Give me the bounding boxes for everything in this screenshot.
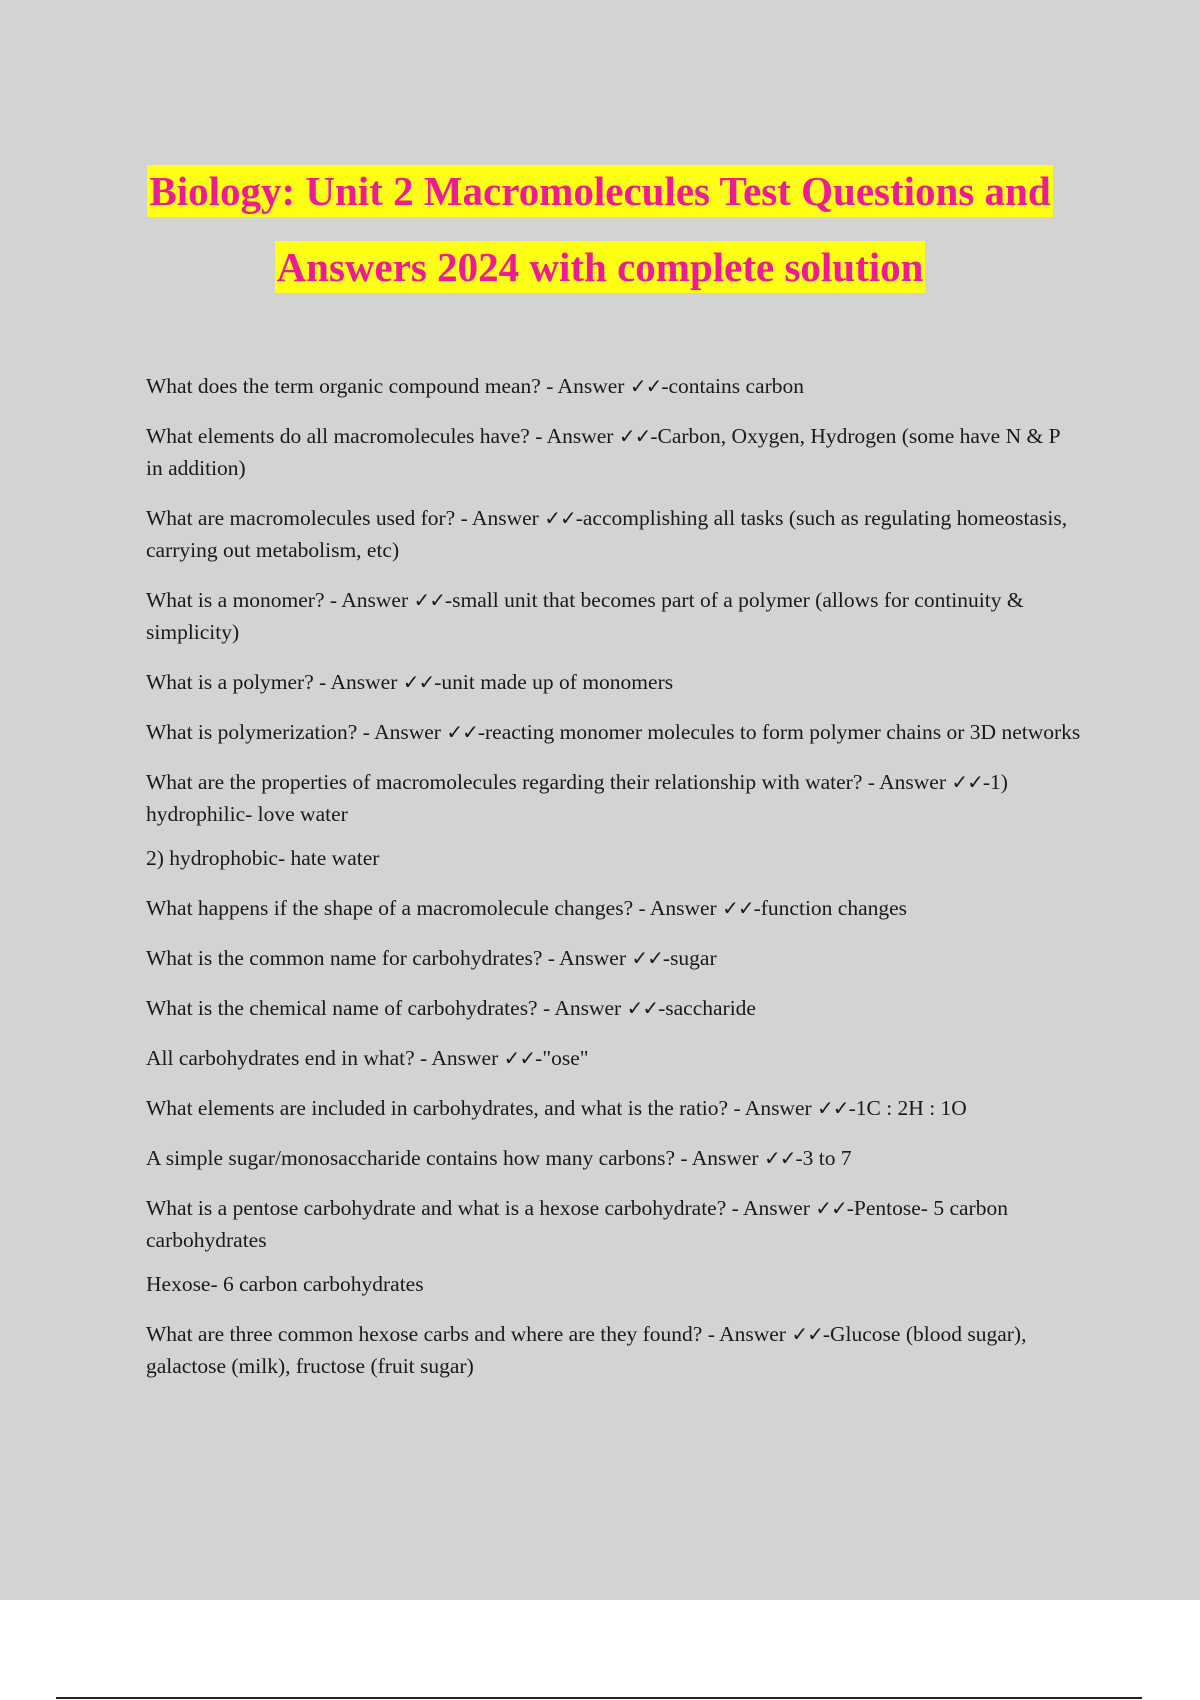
double-check-icon: ✓✓: [763, 1146, 796, 1170]
answer-text: -function changes: [753, 896, 908, 920]
question-text: What is a pentose carbohydrate and what is a hexose carbohydrate? - Answer: [146, 1196, 816, 1220]
qa-item: [146, 502, 1081, 566]
qa-item: [146, 666, 1081, 698]
answer-text: -small unit that becomes part of a polymer (allows for continuity & simplicity): [146, 588, 1024, 644]
qa-item: [146, 892, 1081, 924]
answer-text: -reacting monomer molecules to form polymer chains or 3D networks: [477, 720, 1081, 744]
qa-item: [146, 992, 1081, 1024]
question-text: What are macromolecules used for? - Answer: [146, 506, 545, 530]
question-text: All carbohydrates end in what? - Answer: [146, 1046, 504, 1070]
qa-item: [146, 1092, 1081, 1124]
qa-list: [146, 370, 1081, 1400]
question-text: What happens if the shape of a macromolecule changes? - Answer: [146, 896, 723, 920]
double-check-icon: ✓✓: [815, 1196, 847, 1220]
answer-text: -"ose": [535, 1046, 589, 1070]
answer-text: -Carbon, Oxygen, Hydrogen (some have N & P in addition): [146, 424, 1060, 480]
double-check-icon: ✓✓: [618, 424, 651, 448]
double-check-icon: ✓✓: [629, 374, 662, 398]
question-text: What elements are included in carbohydrates, and what is the ratio? - Answer: [146, 1096, 818, 1120]
answer-text: -unit made up of monomers: [434, 670, 674, 694]
page-footer: [0, 1600, 1200, 1700]
question-text: What is a monomer? - Answer: [146, 588, 414, 612]
question-text: A simple sugar/monosaccharide contains how many carbons? - Answer: [146, 1146, 764, 1170]
answer-text: -1C : 2H : 1O: [848, 1096, 967, 1120]
answer-text: -sugar: [662, 946, 717, 970]
question-text: What is polymerization? - Answer: [146, 720, 447, 744]
qa-item: [146, 716, 1081, 748]
double-check-icon: ✓✓: [817, 1096, 849, 1120]
double-check-icon: ✓✓: [503, 1046, 536, 1070]
question-text: What does the term organic compound mean? - Answer: [146, 374, 630, 398]
qa-item: [146, 1142, 1081, 1174]
qa-item: [146, 942, 1081, 974]
qa-item: [146, 1192, 1081, 1256]
answer-continuation: 2) hydrophobic- hate water: [146, 846, 380, 870]
document-title: [0, 165, 1200, 293]
double-check-icon: ✓✓: [446, 720, 478, 744]
answer-text: -saccharide: [658, 996, 756, 1020]
answer-text: -Glucose (blood sugar), galactose (milk), fructose (fruit sugar): [146, 1322, 1027, 1378]
answer-text: -3 to 7: [795, 1146, 852, 1170]
qa-item: [146, 766, 1081, 830]
answer-continuation: Hexose- 6 carbon carbohydrates: [146, 1272, 424, 1296]
title-line-2: Answers 2024 with complete solution: [275, 241, 926, 293]
qa-item: [146, 1318, 1081, 1382]
question-text: What are the properties of macromolecules regarding their relationship with water? - Answer: [146, 770, 952, 794]
double-check-icon: ✓✓: [791, 1322, 823, 1346]
double-check-icon: ✓✓: [626, 996, 659, 1020]
question-text: What elements do all macromolecules have? - Answer: [146, 424, 619, 448]
double-check-icon: ✓✓: [402, 670, 435, 694]
double-check-icon: ✓✓: [722, 896, 754, 920]
double-check-icon: ✓✓: [951, 770, 983, 794]
double-check-icon: ✓✓: [631, 946, 663, 970]
answer-text: -accomplishing all tasks (such as regulating homeostasis, carrying out metabolism, etc): [146, 506, 1068, 562]
question-text: What is a polymer? - Answer: [146, 670, 403, 694]
answer-text: -Pentose- 5 carbon carbohydrates: [146, 1196, 1008, 1252]
double-check-icon: ✓✓: [544, 506, 576, 530]
question-text: What is the common name for carbohydrates? - Answer: [146, 946, 632, 970]
qa-item: [146, 1042, 1081, 1074]
question-text: What is the chemical name of carbohydrates? - Answer: [146, 996, 627, 1020]
footer-divider: [56, 1697, 1142, 1699]
title-line-1: Biology: Unit 2 Macromolecules Test Questions and: [147, 165, 1052, 217]
double-check-icon: ✓✓: [413, 588, 445, 612]
qa-item: [146, 370, 1081, 402]
qa-item: [146, 420, 1081, 484]
answer-text: -contains carbon: [661, 374, 805, 398]
answer-text: -1) hydrophilic- love water: [146, 770, 1008, 826]
question-text: What are three common hexose carbs and where are they found? - Answer: [146, 1322, 792, 1346]
qa-item: [146, 584, 1081, 648]
